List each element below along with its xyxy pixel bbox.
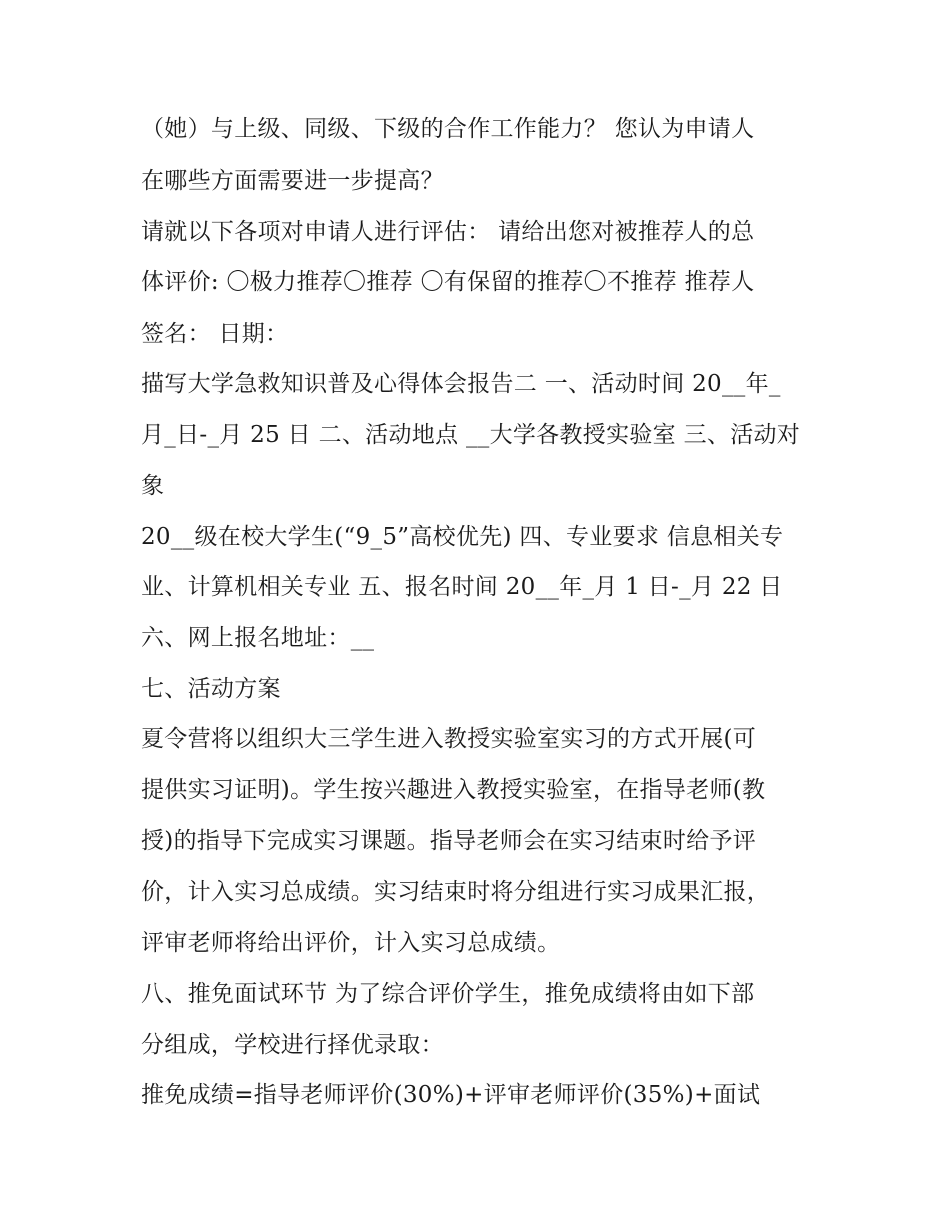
text-line: 业、计算机相关专业 五、报名时间 20__年_月 1 日-_月 22 日 <box>141 574 783 600</box>
text-line: 分组成，学校进行择优录取： <box>141 1032 444 1058</box>
text-line: 六、网上报名地址：__ <box>141 625 375 651</box>
text-line: 八、推免面试环节 为了综合评价学生，推免成绩将由如下部 <box>141 981 755 1007</box>
text-line: 体评价: 〇极力推荐〇推荐 〇有保留的推荐〇不推荐 推荐人 <box>141 269 755 295</box>
text-line: 评审老师将给出评价，计入实习总成绩。 <box>141 930 561 956</box>
text-line: 在哪些方面需要进一步提高？ <box>141 168 444 194</box>
text-line: 月_日-_月 25 日 二、活动地点 __大学各教授实验室 三、活动对 <box>141 422 801 448</box>
text-line: 价，计入实习总成绩。实习结束时将分组进行实习成果汇报， <box>141 879 771 905</box>
text-line: 提供实习证明)。学生按兴趣进入教授实验室，在指导老师(教 <box>141 777 766 803</box>
text-line: 20__级在校大学生(“9_5”高校优先) 四、专业要求 信息相关专 <box>141 524 784 550</box>
text-line: 夏令营将以组织大三学生进入教授实验室实习的方式开展(可 <box>141 726 757 752</box>
text-line: 描写大学急救知识普及心得体会报告二 一、活动时间 20__年_ <box>141 371 781 397</box>
text-line: 授)的指导下完成实习课题。指导老师会在实习结束时给予评 <box>141 828 757 854</box>
text-line: 七、活动方案 <box>141 676 281 702</box>
text-line: 推免成绩=指导老师评价(30%)+评审老师评价(35%)+面试 <box>141 1082 761 1108</box>
text-line: （她）与上级、同级、下级的合作工作能力？ 您认为申请人 <box>141 116 755 142</box>
text-line: 请就以下各项对申请人进行评估： 请给出您对被推荐人的总 <box>141 219 755 245</box>
text-line: 签名： 日期： <box>141 321 289 347</box>
text-line: 象 <box>141 473 165 499</box>
